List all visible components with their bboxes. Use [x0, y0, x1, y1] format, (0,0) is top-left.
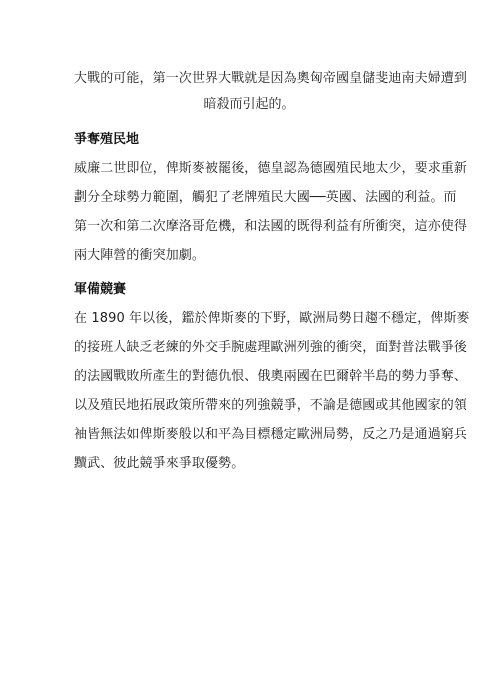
- intro-line-2-centered: 暗殺而引起的。: [203, 97, 295, 112]
- section-heading-arms-race: 軍備競賽: [74, 282, 127, 297]
- body-line: 在 1890 年以後，鑑於俾斯麥的下野，歐洲局勢日趨不穩定，俾斯麥: [74, 311, 470, 326]
- section-body-colonies: [74, 154, 468, 270]
- body-line: 以及殖民地拓展政策所帶來的列強競爭，不論是德國或其他國家的領: [74, 398, 468, 413]
- intro-line-1: 大戰的可能，第一次世界大戰就是因為奧匈帝國皇儲斐迪南夫婦遭到: [74, 71, 468, 86]
- body-line: 威廉二世即位，俾斯麥被罷後，德皇認為德國殖民地太少，要求重新: [74, 161, 468, 176]
- section-heading-colonies: 爭奪殖民地: [74, 132, 140, 147]
- body-line: 黷武、彼此競爭來爭取優勢。: [74, 456, 245, 471]
- body-line: 劃分全球勢力範圍，觸犯了老牌殖民大國──英國、法國的利益。而: [74, 190, 457, 205]
- body-line: 的法國戰敗所產生的對德仇恨、俄奧兩國在巴爾幹半島的勢力爭奪、: [74, 369, 468, 384]
- intro-paragraph: [74, 64, 468, 93]
- body-line: 第一次和第二次摩洛哥危機，和法國的既得利益有所衝突，這亦使得: [74, 219, 468, 234]
- body-line: 的接班人缺乏老練的外交手腕處理歐洲列強的衝突，面對普法戰爭後: [74, 340, 468, 355]
- body-line: 兩大陣營的衝突加劇。: [74, 248, 206, 263]
- body-line: 袖皆無法如俾斯麥般以和平為目標穩定歐洲局勢，反之乃是通過窮兵: [74, 427, 468, 442]
- section-body-arms-race: [74, 304, 470, 478]
